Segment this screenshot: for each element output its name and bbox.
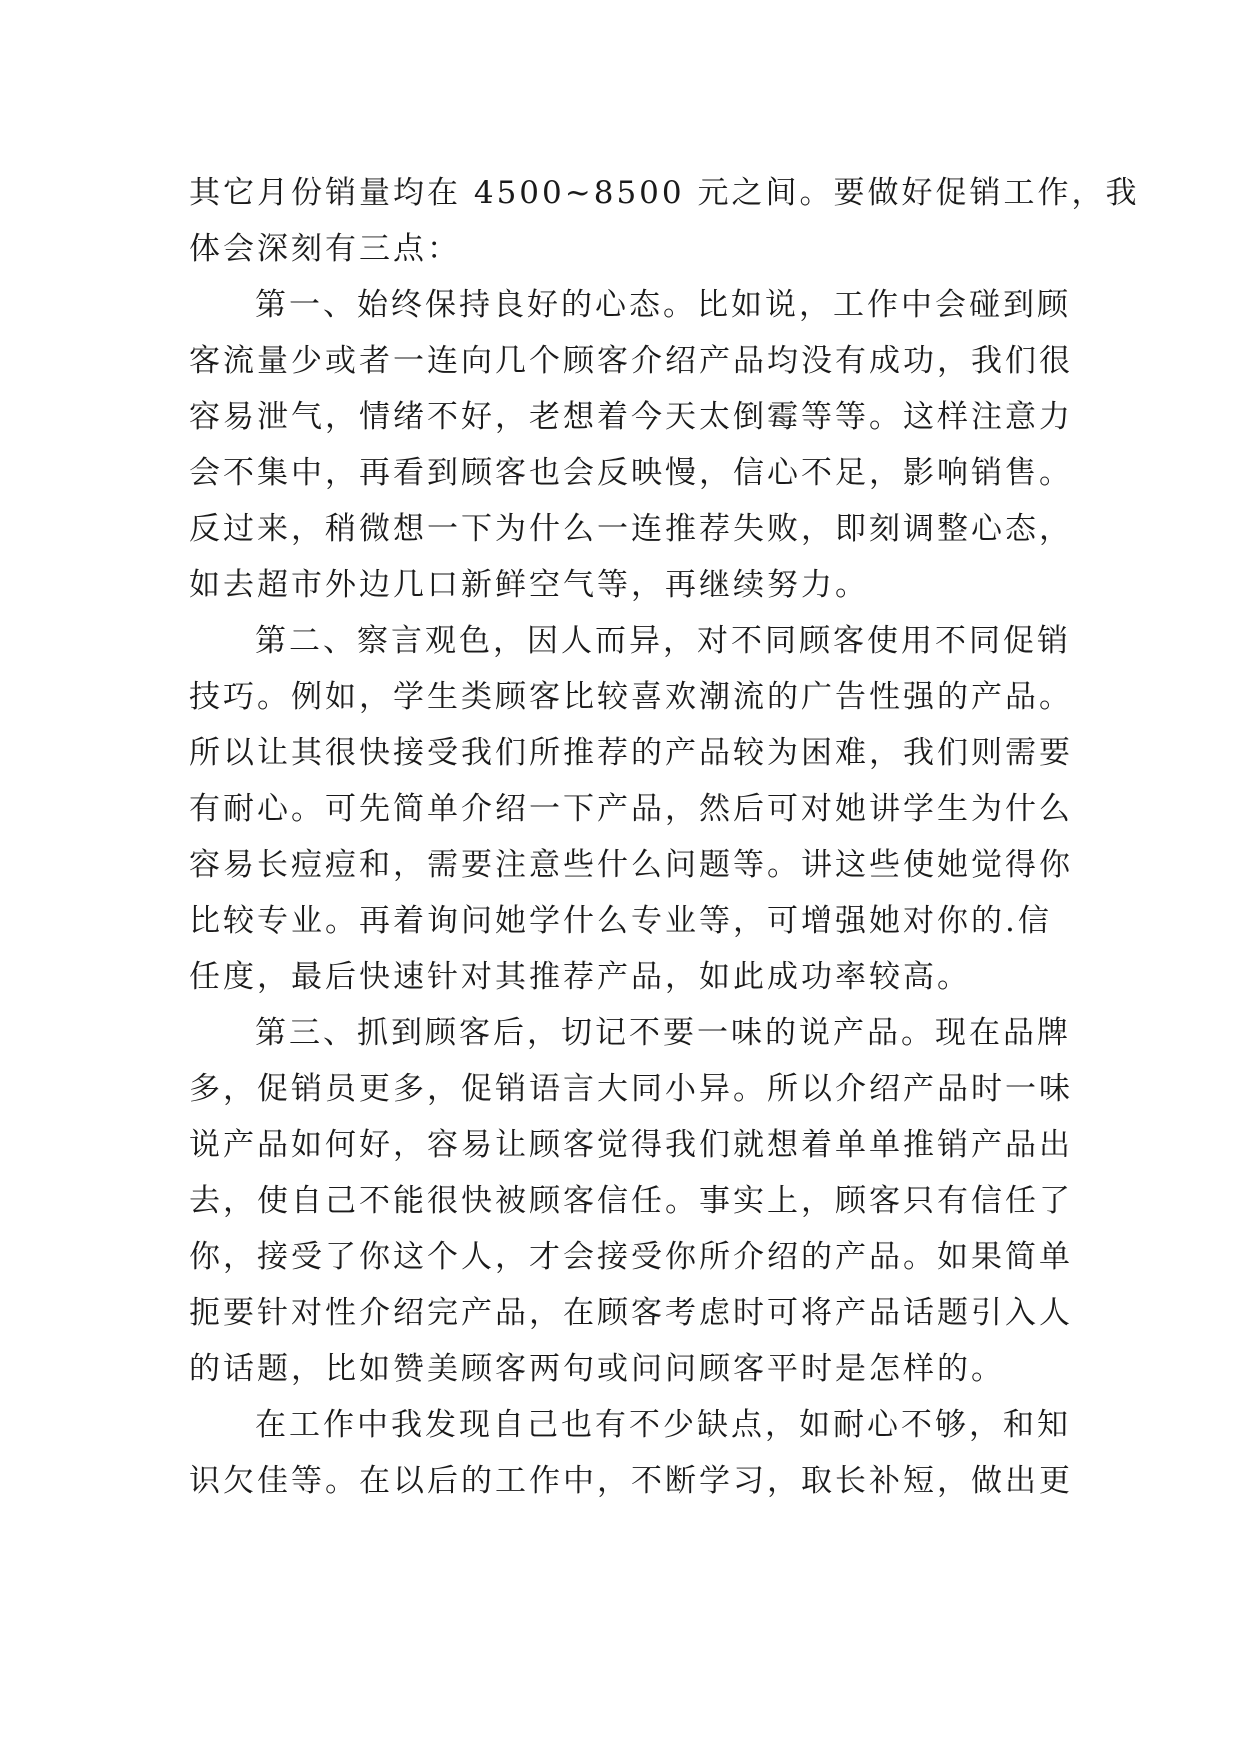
paragraph-1-start: 第一、始终保持良好的心态。比如说，工作中会碰到顾	[255, 287, 1071, 323]
text-line: 说产品如何好，容易让顾客觉得我们就想着单单推销产品出	[189, 1127, 1073, 1163]
text-line: 有耐心。可先简单介绍一下产品，然后可对她讲学生为什么	[189, 791, 1073, 827]
text-line: 所以让其很快接受我们所推荐的产品较为困难，我们则需要	[189, 735, 1073, 771]
text-line: 容易泄气，情绪不好，老想着今天太倒霉等等。这样注意力	[189, 399, 1073, 435]
body-text	[189, 165, 1140, 1509]
text-line: 的话题，比如赞美顾客两句或问问顾客平时是怎样的。	[189, 1351, 1005, 1387]
text-line: 比较专业。再着询问她学什么专业等，可增强她对你的.信	[189, 903, 1052, 939]
paragraph-4-start: 在工作中我发现自己也有不少缺点，如耐心不够，和知	[255, 1407, 1071, 1443]
text-line: 容易长痘痘和，需要注意些什么问题等。讲这些使她觉得你	[189, 847, 1073, 883]
text-line: 扼要针对性介绍完产品，在顾客考虑时可将产品话题引入人	[189, 1295, 1073, 1331]
paragraph-2-start: 第二、察言观色，因人而异，对不同顾客使用不同促销	[255, 623, 1071, 659]
text-line: 体会深刻有三点：	[189, 231, 461, 267]
text-line: 如去超市外边几口新鲜空气等，再继续努力。	[189, 567, 869, 603]
text-line: 客流量少或者一连向几个顾客介绍产品均没有成功，我们很	[189, 343, 1073, 379]
text-line: 去，使自己不能很快被顾客信任。事实上，顾客只有信任了	[189, 1183, 1073, 1219]
text-line: 你，接受了你这个人，才会接受你所介绍的产品。如果简单	[189, 1239, 1073, 1275]
text-line: 多，促销员更多，促销语言大同小异。所以介绍产品时一味	[189, 1071, 1073, 1107]
text-line: 会不集中，再看到顾客也会反映慢，信心不足，影响销售。	[189, 455, 1073, 491]
text-line: 识欠佳等。在以后的工作中，不断学习，取长补短，做出更	[189, 1463, 1073, 1499]
text-line: 反过来，稍微想一下为什么一连推荐失败，即刻调整心态，	[189, 511, 1073, 547]
text-line: 其它月份销量均在 4500~8500 元之间。要做好促销工作，我	[189, 175, 1140, 211]
text-line: 技巧。例如，学生类顾客比较喜欢潮流的广告性强的产品。	[189, 679, 1073, 715]
text-line: 任度，最后快速针对其推荐产品，如此成功率较高。	[189, 959, 971, 995]
paragraph-3-start: 第三、抓到顾客后，切记不要一味的说产品。现在品牌	[255, 1015, 1071, 1051]
